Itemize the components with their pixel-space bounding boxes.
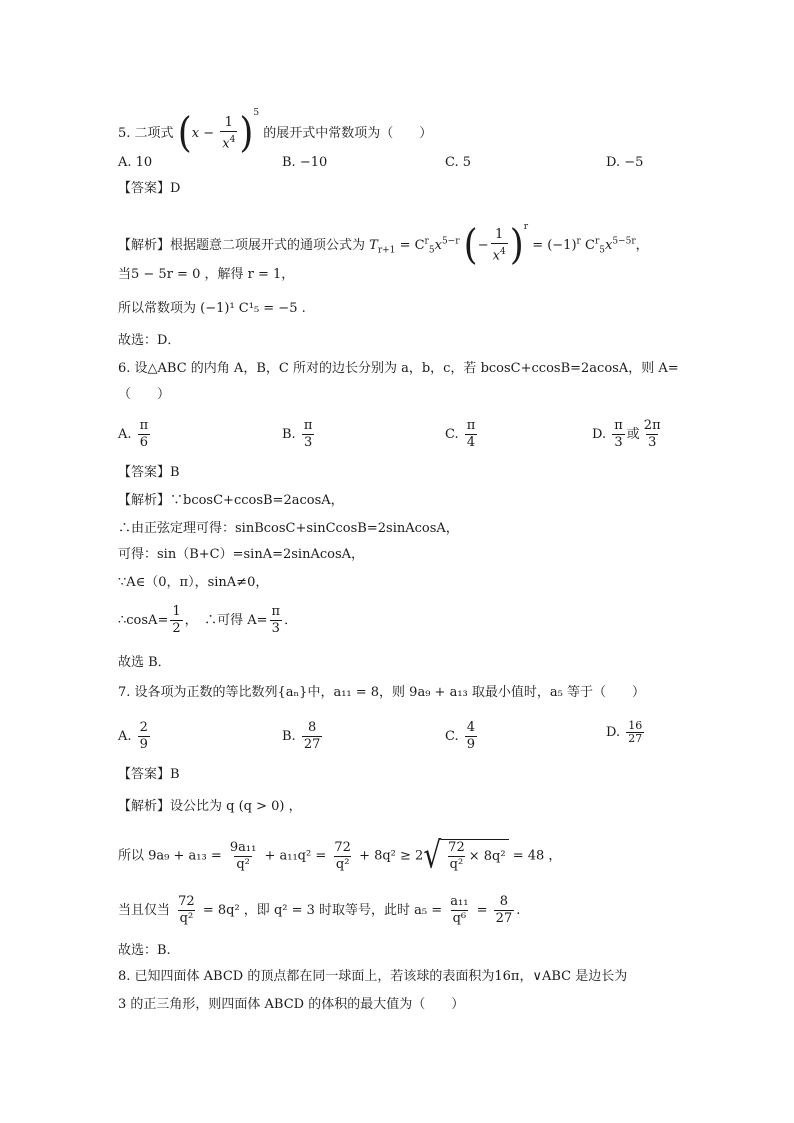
q8-stem-line2: 3 的正三角形，则四面体 ABCD 的体积的最大值为（ ） — [118, 997, 465, 1012]
q6-option-a: A. $\frac{\pi}{6}$ — [118, 418, 149, 450]
q5-analysis-const: 所以常数项为 (−1)¹ C¹₅ = −5 . — [118, 301, 306, 316]
q6-stem-paren: （ ） — [118, 387, 171, 402]
q5-option-c: C. 5 — [445, 155, 472, 170]
q5-select: 故选：D． — [118, 333, 181, 348]
q6-select: 故选 B． — [118, 655, 171, 670]
q7-select: 故选：B. — [118, 943, 171, 958]
q5-answer: 【答案】D — [118, 181, 181, 196]
q7-option-d: D. $\frac{16}{27}$ — [606, 719, 643, 745]
q6-analysis-4: ∵A∈（0，π），sinA≠0， — [118, 575, 269, 590]
q5-analysis-when: 当5 − 5r = 0 ，解得 r = 1， — [118, 267, 295, 282]
q7-analysis-3: 当且仅当 $\frac{72}{\text{q²}}$ = 8q² ，即 q² = 3 时取等号，此时 a₅ = $\frac{\text{a₁₁}}{\text{q⁶}}$ = $\frac{8}{27}$ . — [118, 894, 521, 926]
q6-analysis-1: 【解析】∵bcosC+ccosB=2acosA， — [118, 493, 344, 508]
q7-analysis-1: 【解析】设公比为 q (q > 0) ， — [118, 799, 302, 814]
q7-stem: 7. 设各项为正数的等比数列{aₙ}中，a₁₁ = 8，则 9a₉ + a₁₃ 取最小值时，a₅ 等于（ ） — [118, 685, 645, 700]
q5-stem: 5. 二项式 (x − $\frac{1}{x^4}$ )$^5$ 的展开式中常数项为（ ） — [118, 108, 433, 157]
q6-option-c: C. $\frac{\pi}{4}$ — [445, 418, 476, 450]
q5-option-b: B. −10 — [282, 155, 328, 170]
q6-analysis-3: 可得：sin（B+C）=sinA=2sinAcosA， — [118, 547, 364, 562]
q6-answer: 【答案】B — [118, 465, 180, 480]
q6-analysis-5: ∴cosA= $\frac{1}{2}$ ， ∴可得 A= $\frac{\pi}{3}$ ． — [118, 604, 298, 636]
q6-option-b: B. $\frac{\pi}{3}$ — [282, 418, 313, 450]
q6-option-d: D. $\frac{\pi}{3}$ 或 $\frac{2\pi}{3}$ — [592, 418, 661, 450]
q7-analysis-2: 所以 9a₉ + a₁₃ = $\frac{\text{9a₁₁}}{\text{q²}}$ + a₁₁q² = $\frac{72}{\text{q²}}$ + 8q² ≥ 2 √ $\frac{72}{\text{q²}}$ × 8q² = 48 ， — [118, 833, 562, 877]
q7-option-b: B. $\frac{8}{27}$ — [282, 720, 321, 752]
q6-analysis-2: ∴由正弦定理可得：sinBcosC+sinCcosB=2sinAcosA， — [118, 521, 459, 536]
q5-option-d: D. −5 — [606, 155, 644, 170]
q7-answer: 【答案】B — [118, 767, 180, 782]
q7-option-a: A. $\frac{2}{9}$ — [118, 720, 148, 752]
q5-option-a: A. 10 — [118, 155, 153, 170]
q6-stem: 6. 设△ABC 的内角 A，B，C 所对的边长分别为 a，b，c，若 bcosC+ccosB=2acosA，则 A= — [118, 361, 679, 376]
q7-option-c: C. $\frac{4}{9}$ — [445, 720, 476, 752]
q5-analysis-formula: 【解析】根据题意二项展开式的通项公式为 $T_{r+1} = C^r_5x^{5-r}$ (− $\frac{1}{x^4}$ )$^r = (-1)^r$ $C^r_5x^{5-5r}$， — [118, 221, 649, 269]
q8-stem-line1: 8. 已知四面体 ABCD 的顶点都在同一球面上，若该球的表面积为16π，∨ABC 是边长为 — [118, 969, 628, 984]
